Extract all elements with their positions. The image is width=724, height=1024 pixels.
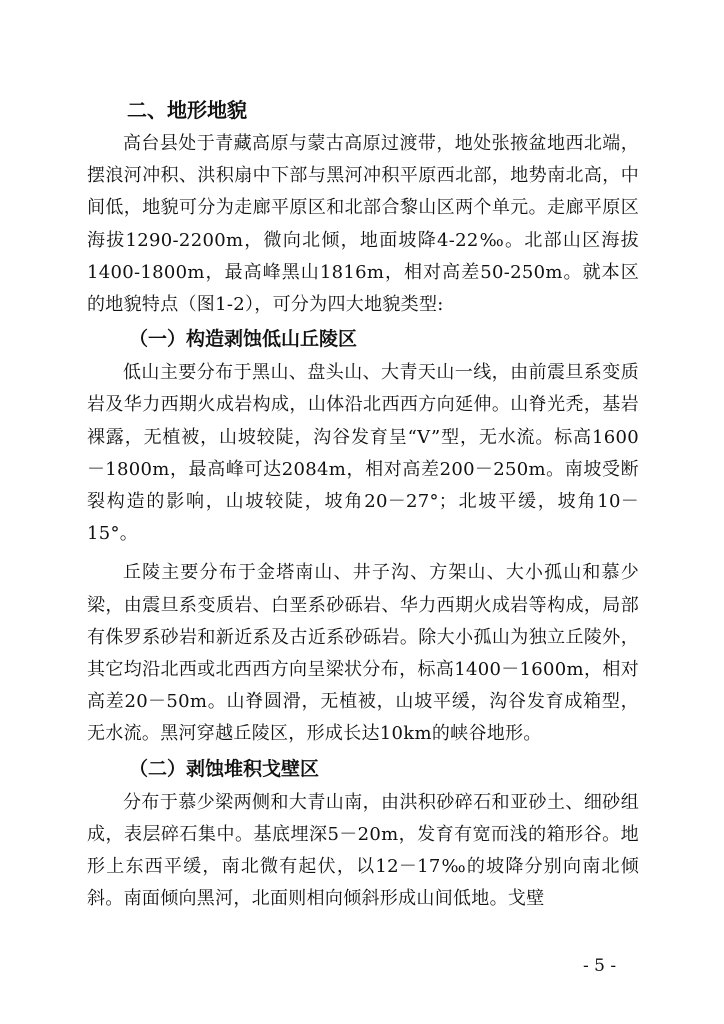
subsection-title-1: （一）构造剥蚀低山丘陵区 [129,328,358,351]
hill-paragraph: 丘陵主要分布于金塔南山、井子沟、方架山、大小孤山和慕少梁，由震旦系变质岩、白垩系砂砾岩、华力西期火成岩等构成，局部有侏罗系砂岩和新近系及古近系砂砾岩。除大小孤山为独立丘陵外，其它均沿北西或北西西方向呈梁状分布，标高1400－1600m，相对高差20－50m。山脊圆滑，无植被，山坡平缓，沟谷发育成箱型，无水流。黑河穿越丘陵区，形成长达10km的峡谷地形。 [87,562,639,745]
intro-paragraph: 高台县处于青藏高原与蒙古高原过渡带，地处张掖盆地西北端，摆浪河冲积、洪积扇中下部与黑河冲积平原西北部，地势南北高，中间低，地貌可分为走廊平原区和北部合黎山区两个单元。走廊平原区海拔1290-2200m，微向北倾，地面坡降4-22‰。北部山区海拔1400-1800m，最高峰黑山1816m，相对高差50-250m。就本区的地貌特点（图1-2），可分为四大地貌类型: [87,133,639,316]
subsection-title-2: （二）剥蚀堆积戈壁区 [129,757,320,780]
page-number: - 5 - [583,956,617,976]
gobi-paragraph: 分布于慕少梁两侧和大青山南，由洪积砂碎石和亚砂土、细砂组成，表层碎石集中。基底埋深5－20m，发育有宽而浅的箱形谷。地形上东西平缓，南北微有起伏，以12－17‰的坡降分别向南北倾斜。南面倾向黑河，北面则相向倾斜形成山间低地。戈壁 [87,791,639,910]
document-page [87,92,639,915]
low-mountain-paragraph: 低山主要分布于黑山、盘头山、大青天山一线，由前震旦系变质岩及华力西期火成岩构成，山体沿北西西方向延伸。山脊光秃，基岩裸露，无植被，山坡较陡，沟谷发育呈“V”型，无水流。标高1600－1800m，最高峰可达2084m，相对高差200－250m。南坡受断裂构造的影响，山坡较陡，坡角20－27°；北坡平缓，坡角10－15°。 [87,362,639,545]
section-title: 二、地形地貌 [127,98,247,122]
